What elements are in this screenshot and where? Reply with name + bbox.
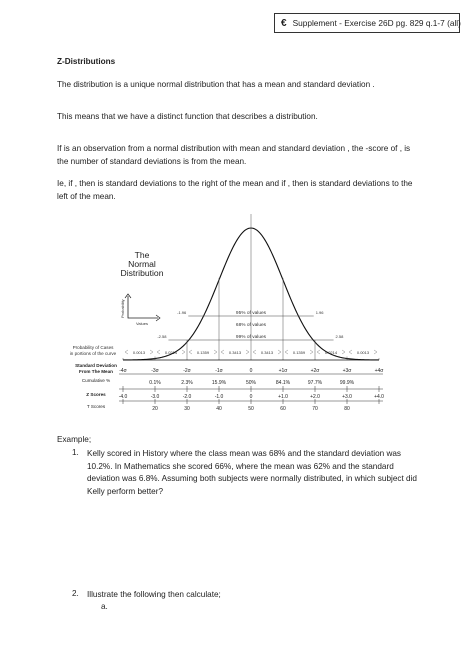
t-value: 60 [280,406,286,412]
cumulative-label: Cumulative % [81,378,111,383]
sd-value: -2σ [183,368,191,374]
paragraph-1: The distribution is a unique normal distribution that has a mean and standard deviation . [57,80,375,89]
probability-label-line: in portions of the curve [69,351,117,356]
probability-value: 0.0013 [356,350,370,355]
sd-value: 0 [249,368,253,374]
paragraph-2: This means that we have a distinct function that describes a distribution. [57,112,318,121]
z-value: +2.0 [310,394,320,400]
band-95-right-label: 1.96 [315,310,324,315]
z-label: Z Scores [86,392,106,397]
band-99-label: 99% of values [235,335,267,340]
band-95-label: 95% of values [235,311,267,316]
sd-value: -1σ [215,368,223,374]
z-value: 0 [249,394,253,400]
probability-label-line: Probability of Cases [72,345,114,350]
probability-value: 0.3413 [260,350,274,355]
cumulative-value: 84.1% [275,380,291,386]
probability-value: 0.0214 [324,350,338,355]
figure-title-line: The [134,250,150,260]
paragraph-4: Ie, if , then is standard deviations to the right of the mean and if , then is standard deviations to the left of the mean. [57,179,413,201]
z-value: +1.0 [278,394,288,400]
band-99-left-label: -2.58 [157,334,167,339]
figure-title-line: Normal [128,259,156,269]
z-value: -2.0 [182,394,192,400]
question-2-number: 2. [72,589,79,598]
euro-icon: € [281,18,287,29]
z-value: -1.0 [214,394,224,400]
t-value: 70 [312,406,318,412]
t-value: 40 [216,406,222,412]
header-label: Supplement - Exercise 26D pg. 829 q.1-7 (all) [292,18,461,28]
sd-value: -4σ [119,368,127,374]
sd-value: +1σ [278,368,288,374]
probability-value: 0.0214 [164,350,178,355]
sd-value: +4σ [374,368,384,374]
probability-value: 0.0013 [132,350,146,355]
cumulative-value: 99.9% [339,380,355,386]
sd-value: +3σ [342,368,352,374]
t-value: 80 [344,406,350,412]
t-value: 20 [152,406,158,412]
inset-ylabel: Probability [120,299,125,318]
t-value: 50 [248,406,254,412]
z-value: +4.0 [374,394,384,400]
question-1-text: Kelly scored in History where the class mean was 68% and the standard deviation was 10.2%. In Mathematics she scored 66%, where the mean was 62% and the standard deviation was 6.8%. Assuming both subjects were normally distributed, in which subject did Kelly perform better? [87,449,417,496]
band-99-right-label: 2.58 [335,334,344,339]
cumulative-value: 15.9% [211,380,227,386]
sd-value: +2σ [310,368,320,374]
probability-value: 0.1359 [292,350,306,355]
sd-label: From The Mean [79,369,113,374]
band-68-label: 68% of values [235,323,267,328]
inset-axes [128,296,158,318]
question-1-number: 1. [72,448,79,457]
cumulative-value: 2.3% [181,380,193,386]
t-value: 30 [184,406,190,412]
section-title: Z-Distributions [57,57,116,66]
band-95-left-label: -1.96 [177,310,187,315]
probability-value: 0.1359 [196,350,210,355]
inset-arrowheads [125,294,160,321]
paragraph-3: If is an observation from a normal distribution with mean and standard deviation , the -score of , is the number of standard deviations is from the mean. [57,144,411,166]
probability-value: 0.3413 [228,350,242,355]
cumulative-value: 97.7% [307,380,323,386]
question-2-text: Illustrate the following then calculate; [87,590,221,599]
example-heading: Example; [57,435,92,444]
cumulative-value: 0.1% [149,380,161,386]
sd-value: -3σ [151,368,159,374]
cumulative-value: 50% [245,380,257,386]
sd-label: Standard Deviation [75,363,117,368]
inset-xlabel: Values [136,321,148,326]
question-2-sub-a: a. [101,602,108,611]
z-value: +3.0 [342,394,352,400]
z-value: -3.0 [150,394,160,400]
figure-title-line: Distribution [120,268,164,278]
z-value: -4.0 [118,394,128,400]
t-label: T Scores [86,404,106,409]
